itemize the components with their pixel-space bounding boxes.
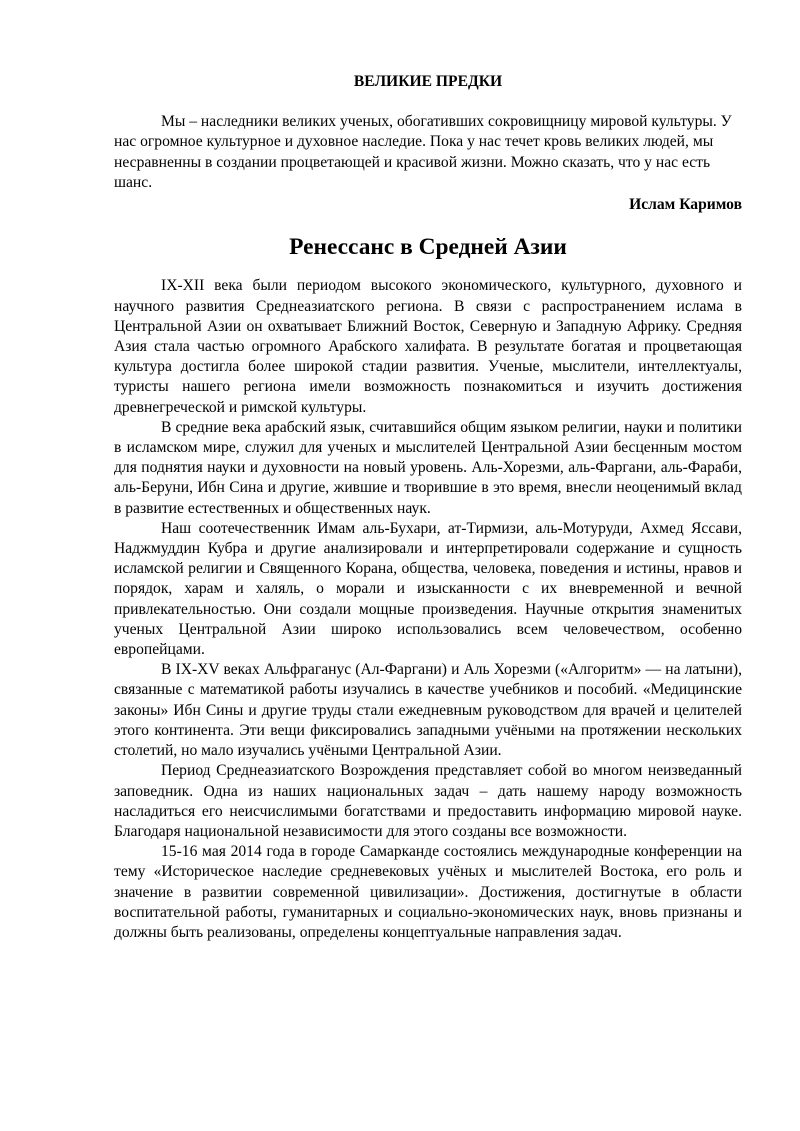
body-paragraph: Наш соотечественник Имам аль-Бухари, ат-Тирмизи, аль-Мотуруди, Ахмед Яссави, Наджмуддин Кубра и другие анализировали и интерпретировали содержание и сущность исламской религии и Священного Корана, общества, человека, поведения и истины, нравов и порядок, харам и халяль, о морали и изысканности с их вневременной и вечной привлекательностью. Они создали мощные произведения. Научные открытия знаменитых ученых Центральной Азии широко использовались всем человечеством, особенно европейцами. [114, 519, 742, 659]
epigraph-author: Ислам Каримов [629, 196, 742, 214]
body-paragraph: IX-XII века были периодом высокого экономического, культурного, духовного и научного развития Среднеазиатского региона. В связи с распространением ислама в Центральной Азии он охватывает Ближний Восток, Северную и Западную Африку. Средняя Азия стала частью огромного Арабского халифата. В результате богатая и процветающая культура достигла более широкой стадии развития. Ученые, мыслители, интеллектуалы, туристы нашего региона имели возможность познакомиться и изучить достижения древнегреческой и римской культуры. [114, 277, 742, 416]
section-title: Ренессанс в Средней Азии [289, 234, 567, 261]
epigraph-quote: Мы – наследники великих ученых, обогативших сокровищницу мировой культуры. У нас огромное культурное и духовное наследие. Пока у нас течет кровь великих людей, мы несравненны в создании процветающей и красивой жизни. Можно сказать, что у нас есть шанс. [114, 113, 732, 191]
body-paragraph: В IX-XV веках Альфраганус (Ал-Фаргани) и Аль Хорезми («Алгоритм» — на латыни), связанные с математикой работы изучались в качестве учебников и пособий. «Медицинские законы» Ибн Сины и другие труды стали ежедневным руководством для врачей и целителей этого континента. Эти вещи фиксировались западными учёными на протяжении нескольких столетий, но мало изучались учёными Центральной Азии. [114, 661, 742, 760]
document-title: ВЕЛИКИЕ ПРЕДКИ [353, 73, 503, 90]
document-page [114, 72, 742, 943]
body-paragraph: Период Среднеазиатского Возрождения представляет собой во многом неизведанный заповедник. Одна из наших национальных задач – дать нашему народу возможность насладиться его неисчислимыми богатствами и предоставить информацию мировой науке. Благодаря национальной независимости для этого созданы все возможности. [114, 762, 742, 840]
body-paragraph: В средние века арабский язык, считавшийся общим языком религии, науки и политики в исламском мире, служил для ученых и мыслителей Центральной Азии бесценным мостом для поднятия науки и духовности на новый уровень. Аль-Хорезми, аль-Фаргани, аль-Фараби, аль-Беруни, Ибн Сина и другие, жившие и творившие в это время, внесли неоценимый вклад в развитие естественных и общественных наук. [114, 418, 742, 517]
body-paragraph: 15-16 мая 2014 года в городе Самарканде состоялись международные конференции на тему «Историческое наследие средневековых учёных и мыслителей Востока, его роль и значение в развитии современной цивилизации». Достижения, достигнутые в области воспитательной работы, гуманитарных и социально-экономических наук, вновь признаны и должны быть реализованы, определены концептуальные направления задач. [114, 843, 742, 941]
